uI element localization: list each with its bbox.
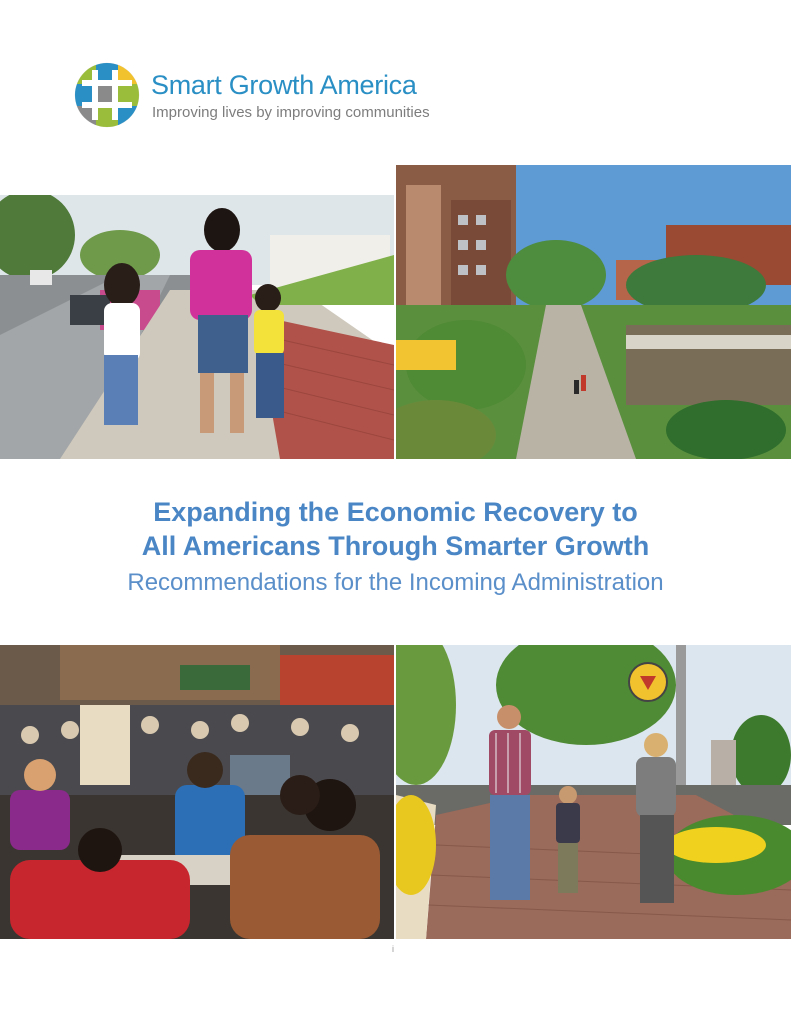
page-number: i: [392, 944, 394, 954]
brand-tagline: Improving lives by improving communities: [152, 104, 430, 121]
photo-family-brick-walkway: [396, 645, 791, 939]
logo-mark-icon: [74, 62, 140, 128]
photo-family-walking-sidewalk: [0, 195, 394, 459]
photo-outdoor-street-dining: [0, 645, 394, 939]
title-line-2: All Americans Through Smarter Growth: [141, 531, 650, 561]
title-line-1: Expanding the Economic Recovery to: [153, 497, 638, 527]
logo: [74, 60, 474, 130]
subtitle: Recommendations for the Incoming Administration: [127, 569, 664, 596]
photo-riverside-greenway-path: [396, 165, 791, 459]
brand-name: Smart Growth America: [151, 70, 417, 100]
cover-title-block: [0, 495, 791, 597]
